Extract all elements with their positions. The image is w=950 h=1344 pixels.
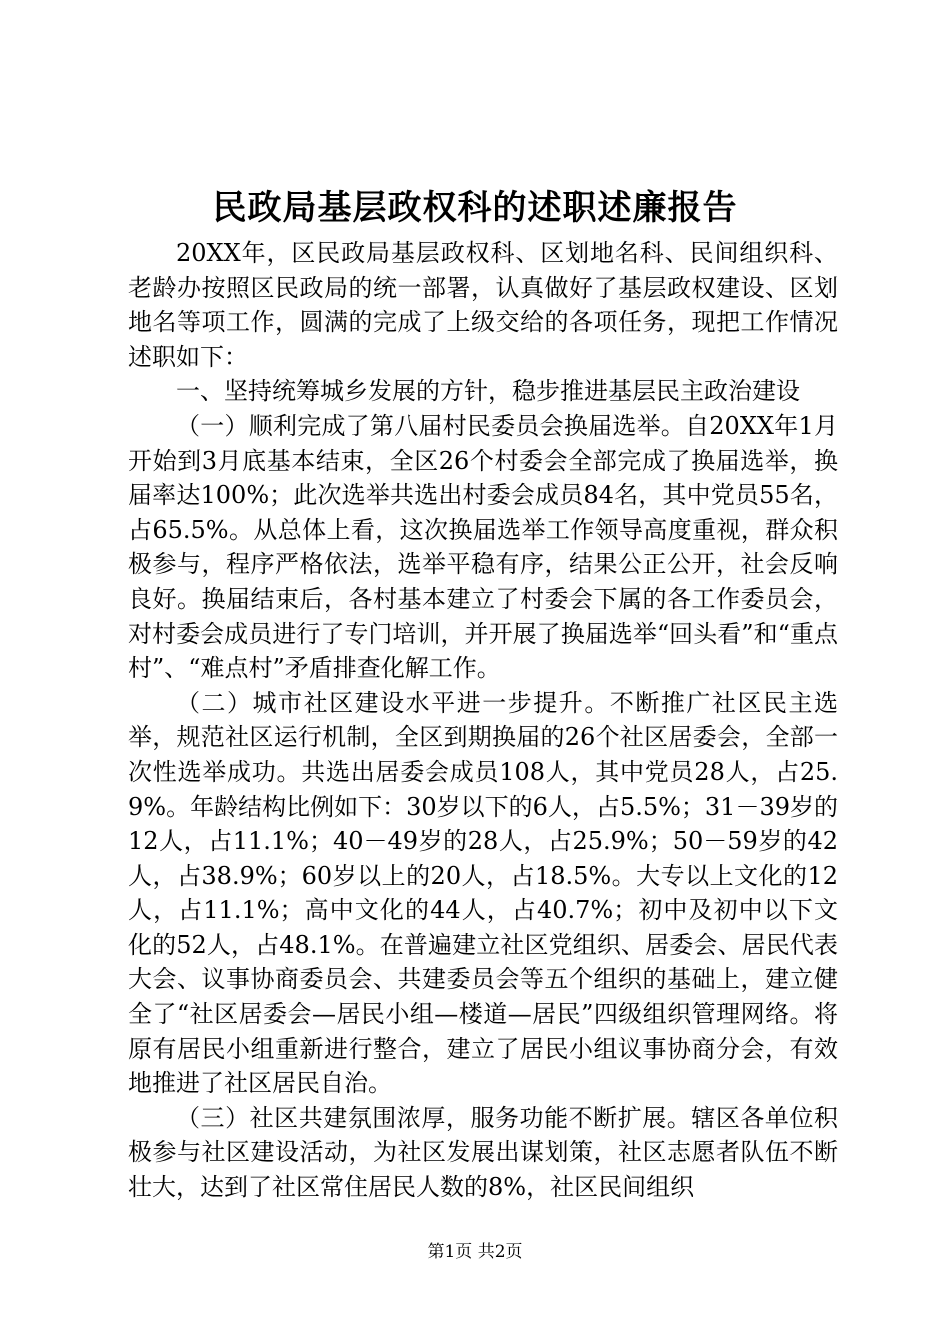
paragraph-item-3: （三）社区共建氛围浓厚，服务功能不断扩展。辖区各单位积极参与社区建设活动，为社区发展出谋划策，社区志愿者队伍不断壮大，达到了社区常住居民人数的8%，社区民间组织 (128, 1103, 838, 1202)
document-title: 民政局基层政权科的述职述廉报告 (212, 188, 738, 228)
paragraph-item-1: （一）顺利完成了第八届村民委员会换届选举。自20XX年1月开始到3月底基本结束，全区26个村委会全部完成了换届选举，换届率达100%；此次选举共选出村委会成员84名，其中党员55名，占65.5%。从总体上看，这次换届选举工作领导高度重视，群众积极参与，程序严格依法，选举平稳有序，结果公正公开，社会反响良好。换届结束后，各村基本建立了村委会下属的各工作委员会，对村委会成员进行了专门培训，并开展了换届选举“回头看”和“重点村”、“难点村”矛盾排查化解工作。 (128, 411, 838, 683)
document-body (128, 236, 838, 1205)
paragraph-section-heading: 一、坚持统筹城乡发展的方针，稳步推进基层民主政治建设 (176, 377, 800, 406)
paragraph-intro: 20XX年，区民政局基层政权科、区划地名科、民间组织科、老龄办按照区民政局的统一部署，认真做好了基层政权建设、区划地名等项工作，圆满的完成了上级交给的各项任务，现把工作情况述职如下： (128, 239, 838, 371)
paragraph-item-2: （二）城市社区建设水平进一步提升。不断推广社区民主选举，规范社区运行机制，全区到期换届的26个社区居委会，全部一次性选举成功。共选出居委会成员108人，其中党员28人，占25.9%。年龄结构比例如下：30岁以下的6人，占5.5%；31－39岁的12人，占11.1%；40－49岁的28人，占25.9%；50－59岁的42人，占38.9%；60岁以上的20人，占18.5%。大专以上文化的12人，占11.1%；高中文化的44人，占40.7%；初中及初中以下文化的52人，占48.1%。在普遍建立社区党组织、居委会、居民代表大会、议事协商委员会、共建委员会等五个组织的基础上，建立健全了“社区居委会—居民小组—楼道—居民”四级组织管理网络。将原有居民小组重新进行整合，建立了居民小组议事协商分会，有效地推进了社区居民自治。 (128, 688, 838, 1098)
page-footer: 第1页 共2页 (427, 1242, 523, 1262)
